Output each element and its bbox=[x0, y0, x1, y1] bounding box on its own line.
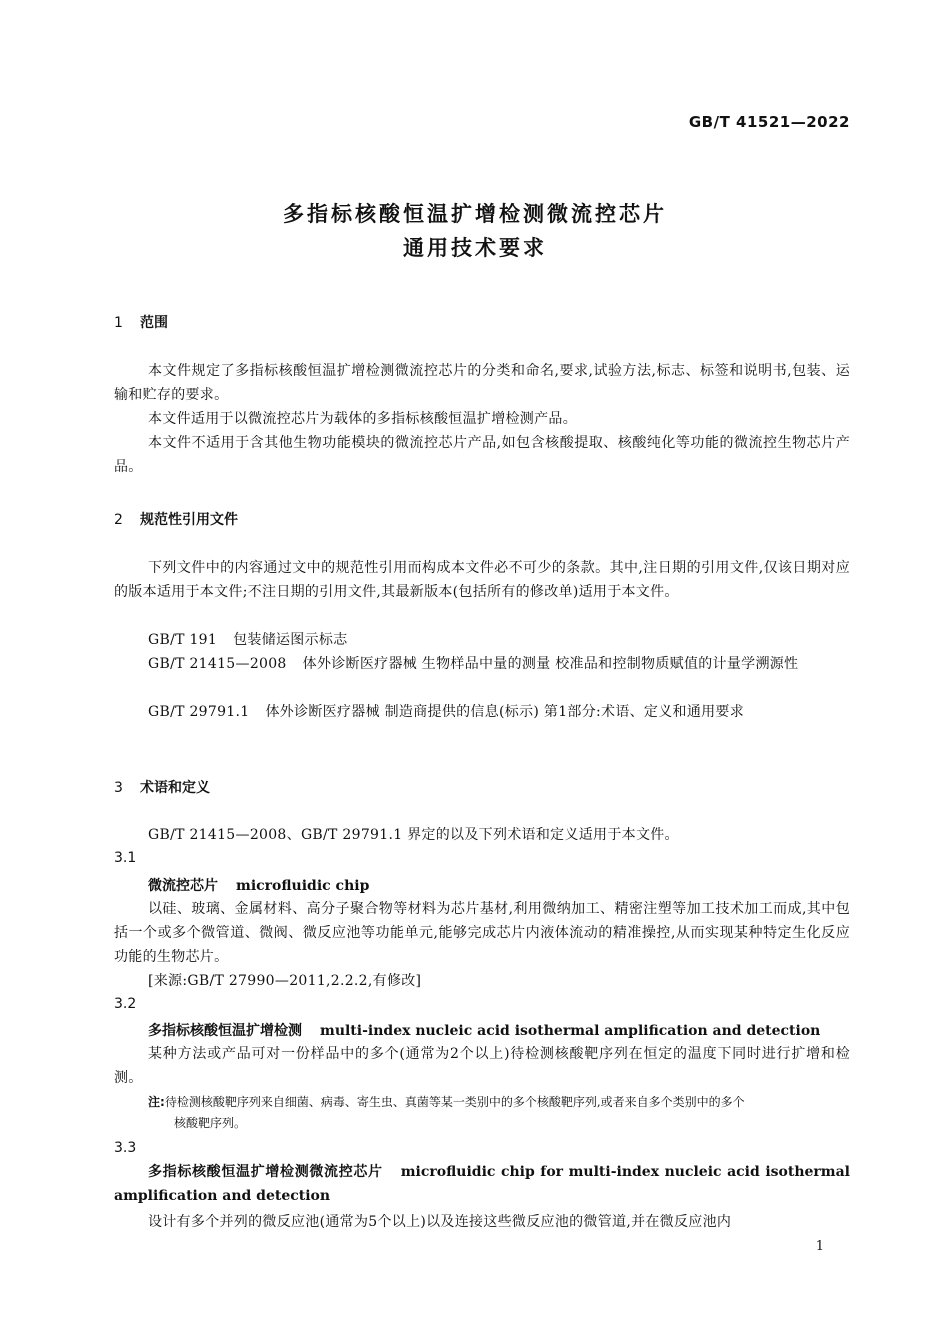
section-heading-normative-references bbox=[114, 509, 238, 529]
term-cn: 多指标核酸恒温扩增检测微流控芯片 bbox=[148, 1164, 383, 1180]
term-definition: 以硅、玻璃、金属材料、高分子聚合物等材料为芯片基材,利用微纳加工、精密注塑等加工技术加工而成,其中包括一个或多个微管道、微阀、微反应池等功能单元,能够完成芯片内液体流动的精准操控,从而实现某种特定生化反应功能的生物芯片。 bbox=[114, 901, 850, 965]
term-heading bbox=[114, 1160, 850, 1208]
reference-code: GB/T 191 bbox=[148, 632, 218, 648]
clause-number: 3.3 bbox=[114, 1140, 137, 1156]
page-number: 1 bbox=[815, 1239, 824, 1254]
reference-code: GB/T 21415—2008 bbox=[148, 656, 287, 672]
section-title: 范围 bbox=[140, 315, 168, 331]
reference-item bbox=[114, 700, 850, 724]
document-title-line2: 通用技术要求 bbox=[403, 236, 547, 260]
term-definition: 某种方法或产品可对一份样品中的多个(通常为2个以上)待检测核酸靶序列在恒定的温度下同时进行扩增和检测。 bbox=[114, 1046, 850, 1086]
document-title-line1: 多指标核酸恒温扩增检测微流控芯片 bbox=[283, 202, 667, 226]
reference-title: 体外诊断医疗器械 制造商提供的信息(标示) 第1部分:术语、定义和通用要求 bbox=[265, 704, 745, 720]
term-en: microfluidic chip bbox=[236, 878, 370, 894]
scope-paragraph-2: 本文件适用于以微流控芯片为载体的多指标核酸恒温扩增检测产品。 bbox=[148, 411, 577, 427]
reference-code: GB/T 29791.1 bbox=[148, 704, 250, 720]
term-definition: 设计有多个并列的微反应池(通常为5个以上)以及连接这些微反应池的微管道,并在微反应池内 bbox=[148, 1214, 732, 1230]
section-number: 1 bbox=[114, 315, 123, 331]
scope-paragraph-3: 本文件不适用于含其他生物功能模块的微流控芯片产品,如包含核酸提取、核酸纯化等功能的微流控生物芯片产品。 bbox=[114, 435, 850, 475]
standard-code: GB/T 41521—2022 bbox=[688, 113, 850, 131]
term-heading bbox=[148, 1020, 820, 1040]
terms-intro: GB/T 21415—2008、GB/T 29791.1 界定的以及下列术语和定义适用于本文件。 bbox=[148, 827, 679, 843]
term-en: multi-index nucleic acid isothermal amplification and detection bbox=[320, 1023, 821, 1039]
section-number: 3 bbox=[114, 780, 123, 796]
clause-number: 3.2 bbox=[114, 996, 137, 1012]
references-intro: 下列文件中的内容通过文中的规范性引用而构成本文件必不可少的条款。其中,注日期的引用文件,仅该日期对应的版本适用于本文件;不注日期的引用文件,其最新版本(包括所有的修改单)适用于本文件。 bbox=[114, 560, 850, 600]
section-number: 2 bbox=[114, 512, 123, 528]
section-heading-terms bbox=[114, 777, 210, 797]
term-cn: 多指标核酸恒温扩增检测 bbox=[148, 1023, 302, 1039]
section-title: 术语和定义 bbox=[140, 780, 210, 796]
term-source: [来源:GB/T 27990—2011,2.2.2,有修改] bbox=[148, 973, 422, 989]
section-title: 规范性引用文件 bbox=[140, 512, 238, 528]
section-heading-scope bbox=[114, 312, 168, 332]
term-note bbox=[148, 1092, 850, 1134]
scope-paragraph-1: 本文件规定了多指标核酸恒温扩增检测微流控芯片的分类和命名,要求,试验方法,标志、标签和说明书,包装、运输和贮存的要求。 bbox=[114, 363, 850, 403]
reference-title: 体外诊断医疗器械 生物样品中量的测量 校准品和控制物质赋值的计量学溯源性 bbox=[302, 656, 799, 672]
note-text-line1: 待检测核酸靶序列来自细菌、病毒、寄生虫、真菌等某一类别中的多个核酸靶序列,或者来自多个类别中的多个 bbox=[164, 1095, 745, 1109]
note-label: 注: bbox=[148, 1095, 165, 1109]
reference-title: 包装储运图示标志 bbox=[233, 632, 348, 648]
clause-number: 3.1 bbox=[114, 850, 137, 866]
term-heading bbox=[148, 875, 369, 895]
term-cn: 微流控芯片 bbox=[148, 878, 218, 894]
reference-item bbox=[148, 628, 850, 652]
note-text-line2: 核酸靶序列。 bbox=[174, 1116, 247, 1130]
reference-item bbox=[114, 652, 850, 676]
term-en: microfluidic chip for multi-index nucleic acid isothermal amplification and detection bbox=[114, 1164, 850, 1204]
